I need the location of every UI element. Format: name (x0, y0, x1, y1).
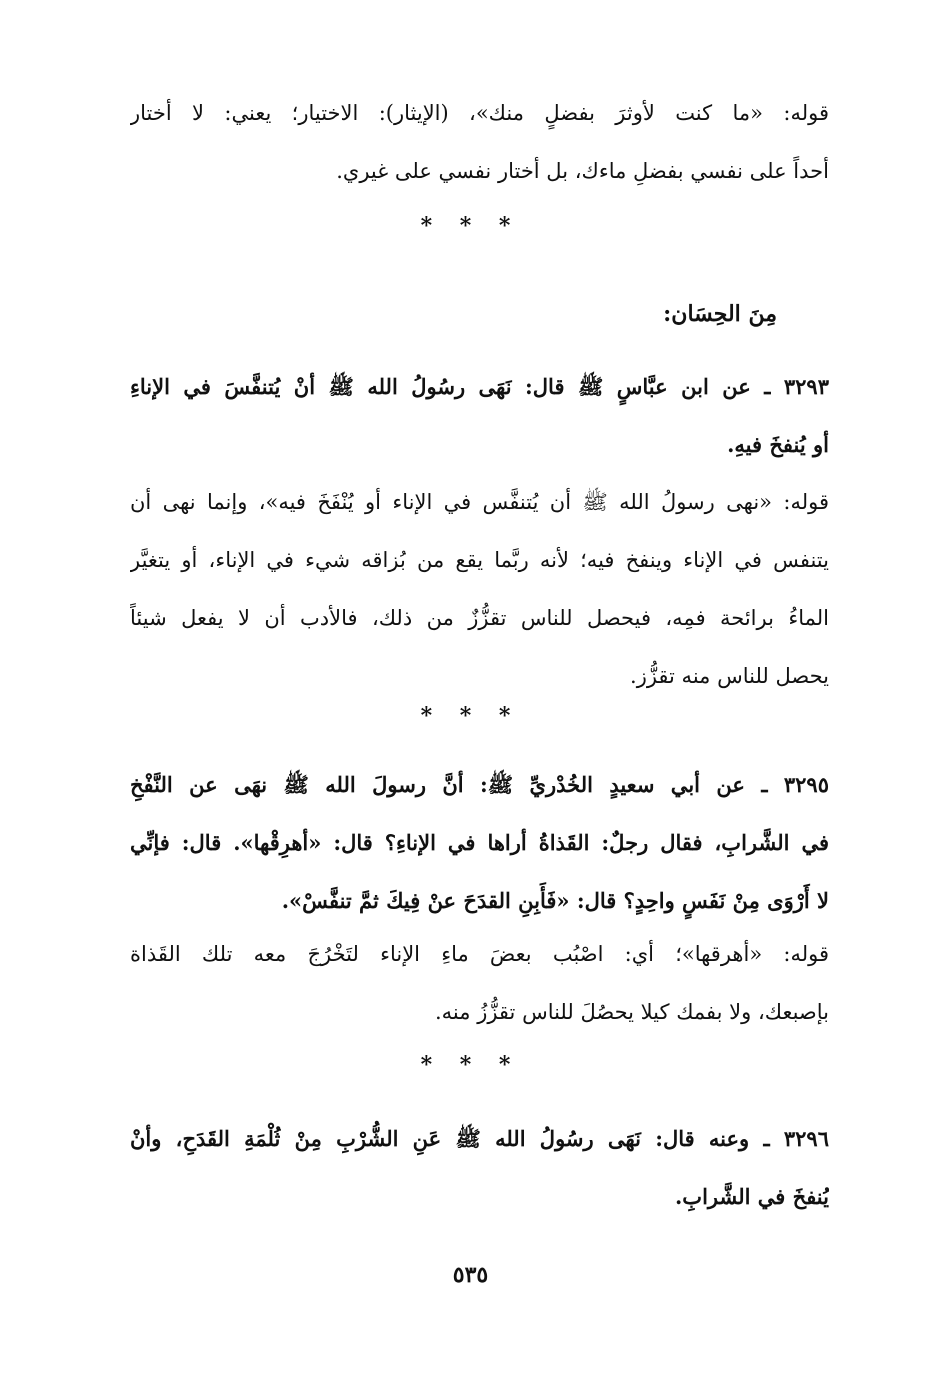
text-line: قوله: «ما كنت لأوثرَ بفضلٍ منك»، (الإيثار): الاختيار؛ يعني: لا أختار (130, 101, 829, 125)
text-line: ٣٢٩٦ ـ وعنه قال: نَهَى رسُولُ الله ﷺ عَنِ الشُّرْبِ مِنْ ثُلْمَةِ القَدَحِ، وأنْ (130, 1126, 829, 1151)
text-line: قوله: «نهى رسولُ الله ﷺ أن يُتنفَّس في الإناء أو يُنْفَخَ فيه»، وإنما نهى أن (130, 490, 829, 514)
text-line: يُنفخَ في الشَّرابِ. (675, 1184, 829, 1209)
section-separator: * * * (420, 703, 521, 729)
hadith-3295 (130, 756, 829, 930)
hadith-3293 (130, 358, 829, 474)
text-line: لا أَرْوَى مِنْ نَفَسٍ واحِدٍ؟ قال: «فَأَبِنِ القدَحَ عنْ فِيكَ ثمَّ تنفَّسْ». (281, 888, 829, 913)
text-line: في الشَّرابِ، فقال رجلٌ: القَذاةُ أراها في الإناءِ؟ قال: «أهرِقْها». قال: فإنِّي (130, 830, 829, 855)
text-line: قوله: «أهرقها»؛ أي: اصْبُب بعضَ ماءِ الإناء لتَخْرُجَ معه تلك القَذاة (130, 942, 829, 966)
page-number: ٥٣٥ (452, 1262, 489, 1288)
text-line: ٣٢٩٥ ـ عن أبي سعيدٍ الخُدْريِّ ﷺ: أنَّ رسولَ الله ﷺ نهَى عن النَّفْخِ (130, 772, 829, 797)
section-separator: * * * (420, 213, 521, 239)
section-heading: مِنَ الحِسَان: (663, 301, 777, 327)
text-line: أحداً على نفسي بفضلِ ماءك، بل أختار نفسي على غيري. (336, 159, 829, 183)
text-line: بإصبعك، ولا بفمك كيلا يحصُلَ للناس تقزُّزُ منه. (435, 1000, 829, 1024)
text-line: يحصل للناس منه تقزُّز. (630, 664, 829, 688)
commentary-paragraph (130, 84, 829, 200)
text-line: ٣٢٩٣ ـ عن ابن عبَّاسٍ ﷺ قال: نَهَى رسُولُ الله ﷺ أنْ يُتنفَّسَ في الإناءِ (130, 374, 829, 399)
text-line: يتنفس في الإناء وينفخ فيه؛ لأنه ربَّما يقع من بُزاقه شيء في الإناء، أو يتغيَّر (130, 548, 829, 572)
commentary-paragraph (130, 473, 829, 705)
section-separator: * * * (420, 1052, 521, 1078)
commentary-paragraph (130, 925, 829, 1041)
text-line: الماءُ برائحة فمِه، فيحصل للناس تقزُّزٌ من ذلك، فالأدب أن لا يفعل شيئاً (130, 606, 829, 630)
text-line: أو يُنفخَ فيهِ. (727, 432, 829, 457)
hadith-3296 (130, 1110, 829, 1226)
